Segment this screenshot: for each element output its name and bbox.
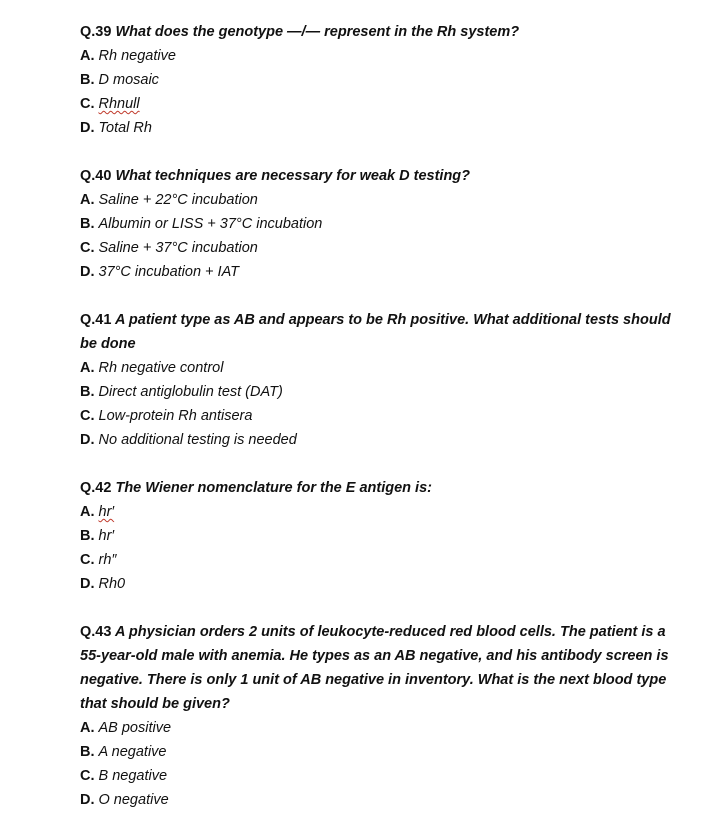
option-a <box>80 44 680 68</box>
option-letter: B. <box>80 384 95 400</box>
option-letter: B. <box>80 216 95 232</box>
option-letter: D. <box>80 432 95 448</box>
question-40 <box>80 164 680 284</box>
option-text: No additional testing is needed <box>98 432 297 448</box>
option-c <box>80 236 680 260</box>
option-d <box>80 788 680 812</box>
option-text: O negative <box>98 792 169 808</box>
option-d <box>80 572 680 596</box>
question-number: Q.42 <box>80 480 112 496</box>
question-text <box>80 620 680 716</box>
option-letter: D. <box>80 264 95 280</box>
option-letter: C. <box>80 408 95 424</box>
option-letter: A. <box>80 504 95 520</box>
question-body: A physician orders 2 units of leukocyte-reduced red blood cells. The patient is a 55-year-old male with anemia. He types as an AB negative, and his antibody screen is negative. There is only 1 unit of AB negative in inventory. What is the next blood type that should be given? <box>80 624 669 712</box>
question-number: Q.41 <box>80 312 112 328</box>
question-text <box>80 164 680 188</box>
option-c <box>80 764 680 788</box>
option-text: Rh negative control <box>98 360 224 376</box>
option-text: Rhnull <box>98 96 140 112</box>
option-text: hr′ <box>98 504 115 520</box>
option-d <box>80 260 680 284</box>
option-text: D mosaic <box>98 72 159 88</box>
option-text: Low-protein Rh antisera <box>98 408 253 424</box>
question-body: The Wiener nomenclature for the E antigen is: <box>115 480 432 496</box>
question-number: Q.43 <box>80 624 112 640</box>
option-text: Direct antiglobulin test (DAT) <box>98 384 283 400</box>
option-text: Rh negative <box>98 48 176 64</box>
option-letter: C. <box>80 240 95 256</box>
option-text: Saline + 22°C incubation <box>98 192 258 208</box>
option-letter: B. <box>80 72 95 88</box>
option-b <box>80 524 680 548</box>
option-a <box>80 500 680 524</box>
option-letter: A. <box>80 360 95 376</box>
option-text: A negative <box>98 744 167 760</box>
question-body: What does the genotype —/— represent in the Rh system? <box>115 24 520 40</box>
option-letter: B. <box>80 744 95 760</box>
option-c <box>80 548 680 572</box>
option-text: Total Rh <box>98 120 152 136</box>
option-letter: C. <box>80 768 95 784</box>
option-b <box>80 68 680 92</box>
option-a <box>80 716 680 740</box>
option-text: Rh0 <box>98 576 126 592</box>
option-a <box>80 356 680 380</box>
option-letter: D. <box>80 576 95 592</box>
question-number: Q.39 <box>80 24 112 40</box>
question-body: What techniques are necessary for weak D testing? <box>115 168 471 184</box>
option-letter: A. <box>80 192 95 208</box>
option-b <box>80 380 680 404</box>
option-a <box>80 188 680 212</box>
option-text: rh″ <box>98 552 117 568</box>
option-text: B negative <box>98 768 168 784</box>
option-letter: C. <box>80 96 95 112</box>
option-letter: B. <box>80 528 95 544</box>
question-41 <box>80 308 680 452</box>
option-text: 37°C incubation + IAT <box>98 264 240 280</box>
option-text: hr′ <box>98 528 115 544</box>
option-text: Albumin or LISS + 37°C incubation <box>98 216 323 232</box>
option-c <box>80 404 680 428</box>
question-number: Q.40 <box>80 168 112 184</box>
option-c <box>80 92 680 116</box>
option-d <box>80 116 680 140</box>
option-text: AB positive <box>98 720 172 736</box>
option-b <box>80 212 680 236</box>
question-39 <box>80 20 680 140</box>
question-text <box>80 476 680 500</box>
option-letter: D. <box>80 792 95 808</box>
quiz-page <box>80 20 680 812</box>
question-42 <box>80 476 680 596</box>
question-43 <box>80 620 680 812</box>
option-letter: C. <box>80 552 95 568</box>
question-body: A patient type as AB and appears to be Rh positive. What additional tests should be done <box>80 312 671 352</box>
option-letter: A. <box>80 48 95 64</box>
option-letter: D. <box>80 120 95 136</box>
option-b <box>80 740 680 764</box>
option-text: Saline + 37°C incubation <box>98 240 258 256</box>
question-text <box>80 20 680 44</box>
option-letter: A. <box>80 720 95 736</box>
option-d <box>80 428 680 452</box>
question-text <box>80 308 680 356</box>
